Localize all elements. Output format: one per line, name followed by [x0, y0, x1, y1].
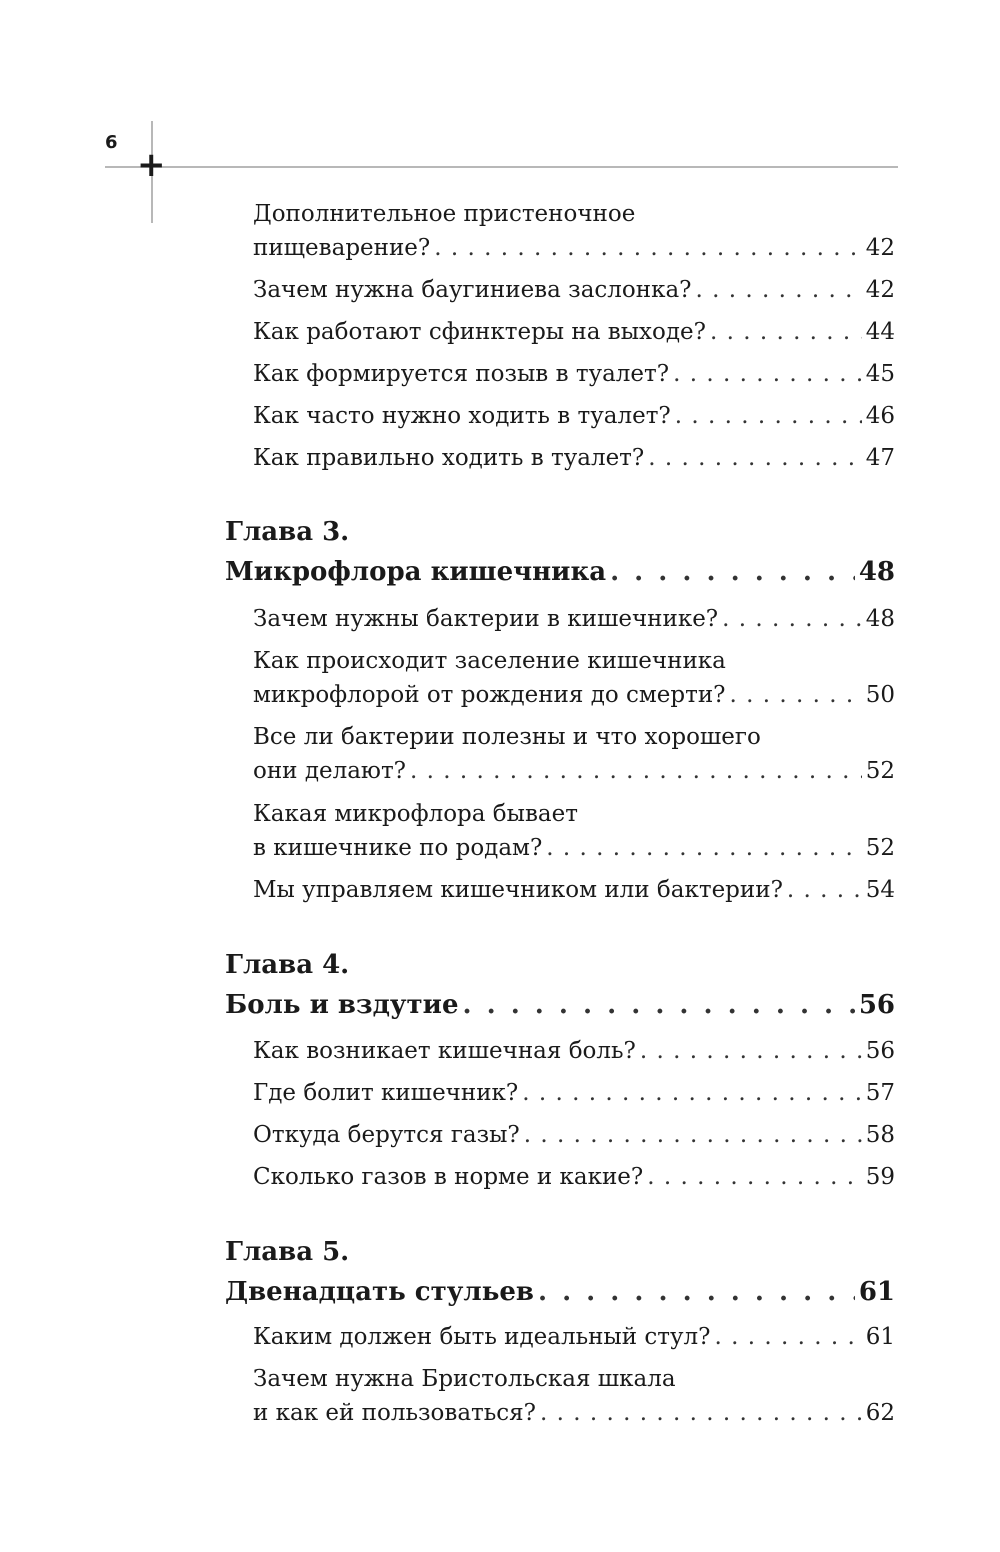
chapter-title: Микрофлора кишечника: [225, 557, 607, 587]
toc-entry-text: Где болит кишечник?: [253, 1080, 519, 1106]
toc-entry-text: пищеварение?: [253, 235, 431, 261]
toc-entry-text: Все ли бактерии полезны и что хорошего: [253, 724, 761, 750]
toc-page-number: 42: [865, 235, 895, 261]
leader-dots: [610, 552, 855, 592]
leader-dots: [524, 1118, 862, 1152]
leader-dots: [648, 441, 861, 475]
toc-entry[interactable]: [253, 357, 895, 391]
chapter-label: Глава 5.: [225, 1237, 350, 1267]
toc-page-number: 46: [865, 403, 895, 429]
leader-dots: [647, 1160, 861, 1194]
leader-dots: [787, 873, 862, 907]
toc-entry-text: Зачем нужны бактерии в кишечнике?: [253, 606, 719, 632]
toc-entry-text: они делают?: [253, 758, 406, 784]
toc-entry[interactable]: [253, 315, 895, 349]
toc-entry-text: Как часто нужно ходить в туалет?: [253, 403, 671, 429]
toc-entry-text: Зачем нужна баугиниева заслонка?: [253, 277, 692, 303]
header-rule: [105, 166, 898, 168]
leader-dots: [696, 273, 862, 307]
toc-entry-text: микрофлорой от рождения до смерти?: [253, 682, 726, 708]
toc-entry[interactable]: [253, 399, 895, 433]
chapter-page-number: 56: [858, 990, 895, 1020]
chapter-page-number: 61: [858, 1277, 895, 1307]
toc-entry[interactable]: [253, 1034, 895, 1068]
toc-page-number: 56: [865, 1038, 895, 1064]
toc-entry[interactable]: [253, 1160, 895, 1194]
toc-entry[interactable]: [253, 1320, 895, 1354]
toc-page-number: 58: [865, 1122, 895, 1148]
toc-page-number: 62: [865, 1400, 895, 1426]
leader-dots: [410, 754, 862, 788]
chapter-label: Глава 3.: [225, 517, 350, 547]
toc-entry-text: Сколько газов в норме и какие?: [253, 1164, 644, 1190]
leader-dots: [714, 1320, 861, 1354]
toc-entry[interactable]: [253, 1076, 895, 1110]
toc-page-number: 47: [865, 445, 895, 471]
toc-page-number: 42: [865, 277, 895, 303]
toc-entry[interactable]: [253, 720, 895, 788]
toc-page-number: 52: [865, 758, 895, 784]
chapter-heading[interactable]: [225, 945, 895, 1025]
chapter-heading[interactable]: [225, 512, 895, 592]
leader-dots: [522, 1076, 861, 1110]
leader-dots: [538, 1272, 855, 1312]
toc-entry[interactable]: [253, 797, 895, 865]
toc-entry-text: в кишечнике по родам?: [253, 835, 543, 861]
toc-entry[interactable]: [253, 197, 895, 265]
chapter-page-number: 48: [858, 557, 895, 587]
toc-entry[interactable]: [253, 441, 895, 475]
toc-entry[interactable]: [253, 602, 895, 636]
toc-entry-text: Каким должен быть идеальный стул?: [253, 1324, 711, 1350]
leader-dots: [722, 602, 862, 636]
leader-dots: [730, 678, 862, 712]
crop-mark-icon: +: [137, 145, 166, 185]
toc-entry-text: Мы управляем кишечником или бактерии?: [253, 877, 783, 903]
toc-page-number: 45: [865, 361, 895, 387]
toc-entry-text: Какая микрофлора бывает: [253, 801, 578, 827]
toc-page-number: 50: [865, 682, 895, 708]
toc-entry[interactable]: [253, 1362, 895, 1430]
toc-entry-text: и как ей пользоваться?: [253, 1400, 536, 1426]
toc-entry[interactable]: [253, 644, 895, 712]
toc-entry-text: Как правильно ходить в туалет?: [253, 445, 645, 471]
toc-entry-text: Как возникает кишечная боль?: [253, 1038, 636, 1064]
chapter-title: Двенадцать стульев: [225, 1277, 534, 1307]
toc-entry-text: Как работают сфинктеры на выходе?: [253, 319, 706, 345]
toc-entry-text: Зачем нужна Бристольская шкала: [253, 1366, 676, 1392]
toc-page-number: 52: [865, 835, 895, 861]
toc-page-number: 44: [865, 319, 895, 345]
leader-dots: [640, 1034, 862, 1068]
toc-entry[interactable]: [253, 873, 895, 907]
leader-dots: [675, 399, 862, 433]
toc-page-number: 54: [865, 877, 895, 903]
toc-page-number: 61: [865, 1324, 895, 1350]
toc-entry[interactable]: [253, 273, 895, 307]
leader-dots: [463, 985, 855, 1025]
chapter-title: Боль и вздутие: [225, 990, 459, 1020]
leader-dots: [673, 357, 862, 391]
toc-entry-text: Как формируется позыв в туалет?: [253, 361, 670, 387]
toc-entry-text: Дополнительное пристеночное: [253, 201, 636, 227]
toc-entry-text: Как происходит заселение кишечника: [253, 648, 726, 674]
leader-dots: [434, 231, 861, 265]
chapter-heading[interactable]: [225, 1232, 895, 1312]
toc-page-number: 57: [865, 1080, 895, 1106]
leader-dots: [546, 831, 861, 865]
toc-page-number: 48: [865, 606, 895, 632]
toc-entry[interactable]: [253, 1118, 895, 1152]
toc-entry-text: Откуда берутся газы?: [253, 1122, 520, 1148]
page-number: 6: [105, 132, 118, 153]
chapter-label: Глава 4.: [225, 950, 350, 980]
leader-dots: [540, 1396, 862, 1430]
leader-dots: [710, 315, 862, 349]
toc-page-number: 59: [865, 1164, 895, 1190]
